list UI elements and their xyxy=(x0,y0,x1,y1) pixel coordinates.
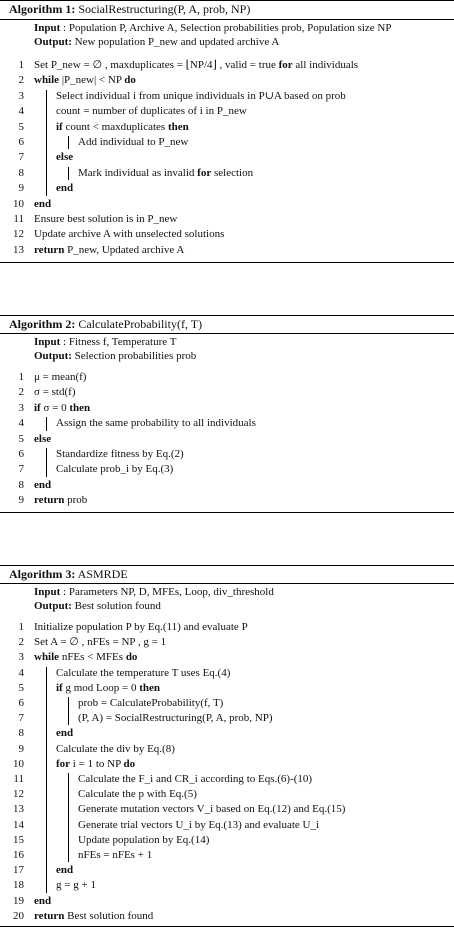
line-number: 9 xyxy=(18,494,24,507)
line-number: 5 xyxy=(18,120,24,133)
line-text: else xyxy=(34,432,52,445)
code-line xyxy=(0,681,454,695)
line-text: Calculate the div by Eq.(8) xyxy=(56,742,175,755)
line-text: Standardize fitness by Eq.(2) xyxy=(56,448,184,460)
code-line xyxy=(0,635,454,649)
algorithm-title xyxy=(9,317,202,332)
line-text: g = g + 1 xyxy=(56,879,96,892)
line-number: 2 xyxy=(18,636,24,649)
output-row xyxy=(34,600,161,613)
line-number: 9 xyxy=(18,742,24,755)
block-indent-bar xyxy=(68,136,69,149)
code-line xyxy=(0,432,454,446)
line-number: 6 xyxy=(18,136,24,148)
output-text: Selection probabilities prob xyxy=(74,350,197,362)
line-text: μ = mean(f) xyxy=(34,371,87,383)
title-rule xyxy=(0,583,454,584)
line-number: 15 xyxy=(13,833,24,846)
algorithm-title xyxy=(9,567,128,582)
line-text: Calculate prob_i by Eq.(3) xyxy=(56,463,174,476)
top-rule xyxy=(0,565,454,566)
code-line xyxy=(0,385,454,399)
algorithm-name: SocialRestructuring(P, A, prob, NP) xyxy=(78,2,251,16)
line-number: 11 xyxy=(13,773,24,785)
line-number: 1 xyxy=(18,621,24,633)
line-text: prob = CalculateProbability(f, T) xyxy=(78,697,224,709)
algorithm-name: CalculateProbability(f, T) xyxy=(78,317,203,331)
line-text: (P, A) = SocialRestructuring(P, A, prob, NP) xyxy=(78,712,273,725)
code-line xyxy=(0,89,454,103)
code-line xyxy=(0,401,454,415)
line-number: 10 xyxy=(13,757,24,770)
line-number: 3 xyxy=(18,651,24,664)
code-line xyxy=(0,243,454,257)
line-text: Generate mutation vectors V_i based on Eq.(12) and Eq.(15) xyxy=(78,803,346,816)
code-line xyxy=(0,462,454,476)
line-number: 18 xyxy=(13,879,24,892)
output-key: Output: xyxy=(34,350,72,362)
code-line xyxy=(0,212,454,226)
block-indent-bar xyxy=(46,448,47,477)
output-row xyxy=(34,36,279,49)
output-key: Output: xyxy=(34,36,72,48)
line-text: Add individual to P_new xyxy=(78,136,189,148)
code-line xyxy=(0,878,454,892)
code-line xyxy=(0,757,454,771)
line-text: else xyxy=(56,151,74,164)
line-number: 7 xyxy=(18,151,24,164)
bottom-rule xyxy=(0,512,454,513)
line-text: Update archive A with unselected solutions xyxy=(34,228,225,241)
line-text: Set A = ∅ , nFEs = NP , g = 1 xyxy=(34,636,167,649)
code-line xyxy=(0,742,454,756)
block-indent-bar xyxy=(46,667,47,893)
line-text: while |P_new| < NP do xyxy=(34,74,136,87)
code-line xyxy=(0,493,454,507)
line-number: 2 xyxy=(18,386,24,399)
code-line xyxy=(0,58,454,72)
line-text: Mark individual as invalid for selection xyxy=(78,166,254,179)
line-text: Update population by Eq.(14) xyxy=(78,833,210,846)
line-text: end xyxy=(56,864,74,877)
output-row xyxy=(34,350,196,363)
code-line xyxy=(0,197,454,211)
line-text: nFEs = nFEs + 1 xyxy=(78,849,153,861)
input-row xyxy=(34,586,274,599)
code-line xyxy=(0,150,454,164)
line-number: 14 xyxy=(13,818,24,831)
line-text: if count < maxduplicates then xyxy=(56,120,189,133)
line-number: 4 xyxy=(18,105,24,118)
code-line xyxy=(0,909,454,923)
input-row xyxy=(34,22,392,35)
line-number: 5 xyxy=(18,432,24,445)
input-text: : Parameters NP, D, MFEs, Loop, div_threshold xyxy=(63,586,274,598)
input-row xyxy=(34,336,176,349)
output-text: Best solution found xyxy=(74,600,161,612)
line-number: 4 xyxy=(18,417,24,430)
line-number: 9 xyxy=(18,182,24,195)
algorithm-label: Algorithm 2: xyxy=(9,317,76,331)
line-number: 17 xyxy=(13,864,24,877)
top-rule xyxy=(0,0,454,1)
code-line xyxy=(0,181,454,195)
title-rule xyxy=(0,19,454,20)
code-line xyxy=(0,73,454,87)
line-text: Select individual i from unique individuals in P∪A based on prob xyxy=(56,89,346,102)
line-number: 13 xyxy=(13,803,24,816)
input-key: Input xyxy=(34,586,61,598)
line-text: return Best solution found xyxy=(34,909,154,922)
line-number: 8 xyxy=(18,166,24,179)
line-text: σ = std(f) xyxy=(34,386,76,399)
line-number: 2 xyxy=(18,74,24,87)
line-text: return prob xyxy=(34,494,88,507)
code-line xyxy=(0,726,454,740)
line-number: 3 xyxy=(18,401,24,414)
line-number: 13 xyxy=(13,243,24,256)
block-indent-bar xyxy=(46,417,47,430)
line-text: end xyxy=(34,478,52,491)
block-indent-bar xyxy=(68,773,69,862)
input-text: : Population P, Archive A, Selection probabilities prob, Population size NP xyxy=(63,22,392,34)
block-indent-bar xyxy=(68,697,69,725)
code-line xyxy=(0,120,454,134)
code-line xyxy=(0,447,454,461)
line-number: 5 xyxy=(18,681,24,694)
input-key: Input xyxy=(34,22,61,34)
line-number: 4 xyxy=(18,666,24,679)
code-line xyxy=(0,370,454,384)
line-number: 7 xyxy=(18,463,24,476)
code-line xyxy=(0,104,454,118)
line-number: 12 xyxy=(13,228,24,241)
algorithm-name: ASMRDE xyxy=(77,567,128,581)
line-text: end xyxy=(34,894,52,907)
line-text: Calculate the p with Eq.(5) xyxy=(78,788,197,801)
algorithm-label: Algorithm 3: xyxy=(9,567,76,581)
algorithm-label: Algorithm 1: xyxy=(9,2,76,16)
line-text: if σ = 0 then xyxy=(34,401,91,414)
code-line xyxy=(0,620,454,634)
input-text: : Fitness f, Temperature T xyxy=(63,336,177,348)
line-number: 6 xyxy=(18,448,24,460)
line-text: Generate trial vectors U_i by Eq.(13) and evaluate U_i xyxy=(78,818,320,831)
code-line xyxy=(0,863,454,877)
code-line xyxy=(0,894,454,908)
line-number: 12 xyxy=(13,788,24,801)
line-text: count = number of duplicates of i in P_new xyxy=(56,105,247,118)
output-text: New population P_new and updated archive A xyxy=(74,36,280,48)
line-number: 10 xyxy=(13,197,24,210)
line-number: 8 xyxy=(18,478,24,491)
code-line xyxy=(0,650,454,664)
block-indent-bar xyxy=(46,90,47,196)
line-text: end xyxy=(34,197,52,210)
line-text: for i = 1 to NP do xyxy=(56,757,136,770)
line-text: Set P_new = ∅ , maxduplicates = ⌊NP/4⌋ , valid = true for all individuals xyxy=(34,59,359,71)
line-text: Initialize population P by Eq.(11) and evaluate P xyxy=(34,621,248,633)
line-number: 16 xyxy=(13,849,24,861)
line-text: Calculate the temperature T uses Eq.(4) xyxy=(56,666,231,679)
line-number: 6 xyxy=(18,697,24,709)
code-line xyxy=(0,478,454,492)
line-text: if g mod Loop = 0 then xyxy=(56,681,161,694)
bottom-rule xyxy=(0,262,454,263)
line-number: 7 xyxy=(18,712,24,725)
input-key: Input xyxy=(34,336,61,348)
line-text: return P_new, Updated archive A xyxy=(34,243,185,256)
top-rule xyxy=(0,315,454,316)
line-text: Calculate the F_i and CR_i according to Eqs.(6)-(10) xyxy=(78,773,313,785)
line-number: 1 xyxy=(18,59,24,71)
code-line xyxy=(0,416,454,430)
output-key: Output: xyxy=(34,600,72,612)
code-line xyxy=(0,227,454,241)
line-number: 11 xyxy=(13,213,24,225)
line-number: 3 xyxy=(18,89,24,102)
algorithm-title xyxy=(9,2,250,17)
line-text: end xyxy=(56,727,74,740)
line-number: 8 xyxy=(18,727,24,740)
line-number: 19 xyxy=(13,894,24,907)
line-number: 1 xyxy=(18,371,24,383)
code-line xyxy=(0,666,454,680)
line-text: Ensure best solution is in P_new xyxy=(34,213,178,225)
line-text: while nFEs < MFEs do xyxy=(34,651,138,664)
block-indent-bar xyxy=(68,167,69,180)
bottom-rule xyxy=(0,926,454,927)
title-rule xyxy=(0,333,454,334)
line-text: end xyxy=(56,182,74,195)
line-number: 20 xyxy=(13,909,24,922)
line-text: Assign the same probability to all individuals xyxy=(56,417,256,430)
